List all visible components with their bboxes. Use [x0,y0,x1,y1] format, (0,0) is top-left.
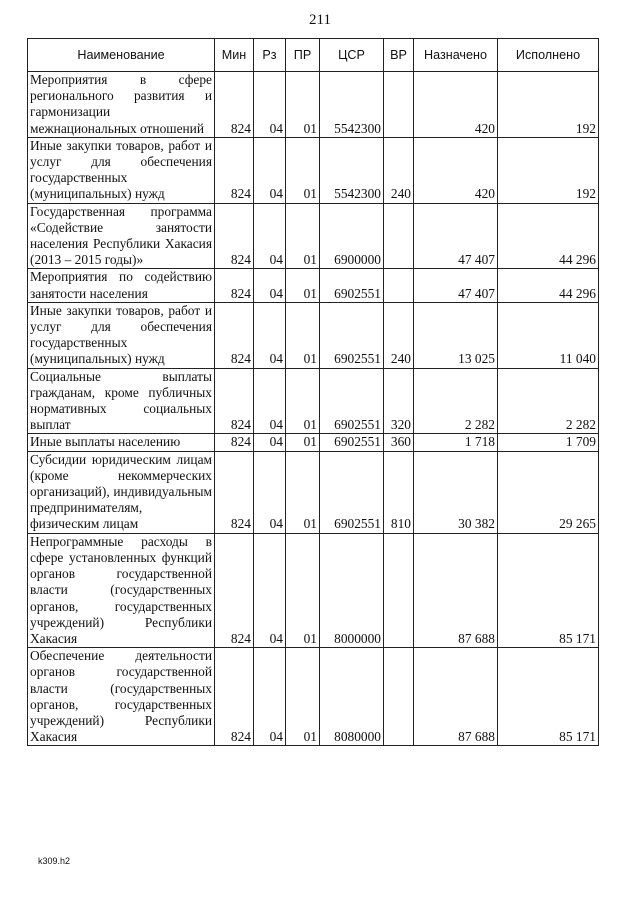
table-row [28,648,599,746]
row-executed: 192 [498,137,599,203]
row-min: 824 [215,137,254,203]
row-csr: 5542300 [320,137,384,203]
row-name: Непрограммные расходы в сфере установленных функций органов государственной власти (государственных органов, государственных учреждений) Республики Хакасия [28,533,215,647]
row-vr [384,533,414,647]
table-row [28,451,599,533]
row-vr: 810 [384,451,414,533]
row-csr: 6902551 [320,269,384,302]
header-rz: Рз [254,39,286,72]
row-assigned: 47 407 [414,269,498,302]
row-csr: 5542300 [320,72,384,138]
row-pr: 01 [286,533,320,647]
table-row [28,203,599,269]
row-min: 824 [215,533,254,647]
row-vr: 360 [384,434,414,451]
row-name: Мероприятия в сфере регионального развития и гармонизации межнациональных отношений [28,72,215,138]
row-min: 824 [215,434,254,451]
row-vr [384,269,414,302]
row-name: Иные выплаты населению [28,434,215,451]
row-rz: 04 [254,72,286,138]
budget-table [27,38,599,746]
row-name: Обеспечение деятельности органов государственной власти (государственных органов, государственных учреждений) Республики Хакасия [28,648,215,746]
row-executed: 85 171 [498,648,599,746]
footer-code: k309.h2 [38,856,71,866]
row-assigned: 420 [414,72,498,138]
row-rz: 04 [254,451,286,533]
table-row [28,72,599,138]
row-rz: 04 [254,269,286,302]
row-csr: 8080000 [320,648,384,746]
row-min: 824 [215,451,254,533]
row-vr [384,203,414,269]
row-pr: 01 [286,203,320,269]
row-pr: 01 [286,451,320,533]
row-executed: 11 040 [498,302,599,368]
table-row [28,269,599,302]
row-pr: 01 [286,269,320,302]
row-pr: 01 [286,648,320,746]
row-executed: 1 709 [498,434,599,451]
row-pr: 01 [286,434,320,451]
row-executed: 192 [498,72,599,138]
row-executed: 85 171 [498,533,599,647]
row-min: 824 [215,72,254,138]
row-assigned: 87 688 [414,648,498,746]
row-csr: 8000000 [320,533,384,647]
row-vr: 320 [384,368,414,434]
header-executed: Исполнено [498,39,599,72]
row-rz: 04 [254,368,286,434]
row-name: Мероприятия по содействию занятости населения [28,269,215,302]
row-min: 824 [215,368,254,434]
header-min: Мин [215,39,254,72]
row-csr: 6902551 [320,451,384,533]
row-assigned: 1 718 [414,434,498,451]
table-row [28,302,599,368]
row-assigned: 30 382 [414,451,498,533]
row-pr: 01 [286,72,320,138]
row-min: 824 [215,269,254,302]
row-rz: 04 [254,203,286,269]
row-executed: 29 265 [498,451,599,533]
header-name: Наименование [28,39,215,72]
row-rz: 04 [254,533,286,647]
row-csr: 6902551 [320,302,384,368]
header-assigned: Назначено [414,39,498,72]
row-rz: 04 [254,434,286,451]
row-rz: 04 [254,302,286,368]
row-min: 824 [215,203,254,269]
row-csr: 6902551 [320,368,384,434]
row-vr [384,648,414,746]
row-rz: 04 [254,137,286,203]
row-name: Государственная программа «Содействие занятости населения Республики Хакасия (2013 – 2015 годы)» [28,203,215,269]
row-name: Иные закупки товаров, работ и услуг для обеспечения государственных (муниципальных) нужд [28,137,215,203]
table-row [28,533,599,647]
row-vr: 240 [384,302,414,368]
row-assigned: 13 025 [414,302,498,368]
header-csr: ЦСР [320,39,384,72]
header-vr: ВР [384,39,414,72]
row-assigned: 420 [414,137,498,203]
row-name: Социальные выплаты гражданам, кроме публичных нормативных социальных выплат [28,368,215,434]
row-rz: 04 [254,648,286,746]
row-executed: 44 296 [498,203,599,269]
row-assigned: 47 407 [414,203,498,269]
row-executed: 44 296 [498,269,599,302]
row-csr: 6900000 [320,203,384,269]
row-name: Субсидии юридическим лицам (кроме некоммерческих организаций), индивидуальным предпринимателям, физическим лицам [28,451,215,533]
row-min: 824 [215,302,254,368]
table-row [28,368,599,434]
row-pr: 01 [286,368,320,434]
row-executed: 2 282 [498,368,599,434]
row-name: Иные закупки товаров, работ и услуг для обеспечения государственных (муниципальных) нужд [28,302,215,368]
table-row [28,434,599,451]
row-assigned: 87 688 [414,533,498,647]
row-vr: 240 [384,137,414,203]
row-csr: 6902551 [320,434,384,451]
table-header-row [28,39,599,72]
row-assigned: 2 282 [414,368,498,434]
header-pr: ПР [286,39,320,72]
row-pr: 01 [286,137,320,203]
page-number: 211 [309,12,331,28]
row-min: 824 [215,648,254,746]
table-row [28,137,599,203]
row-pr: 01 [286,302,320,368]
row-vr [384,72,414,138]
